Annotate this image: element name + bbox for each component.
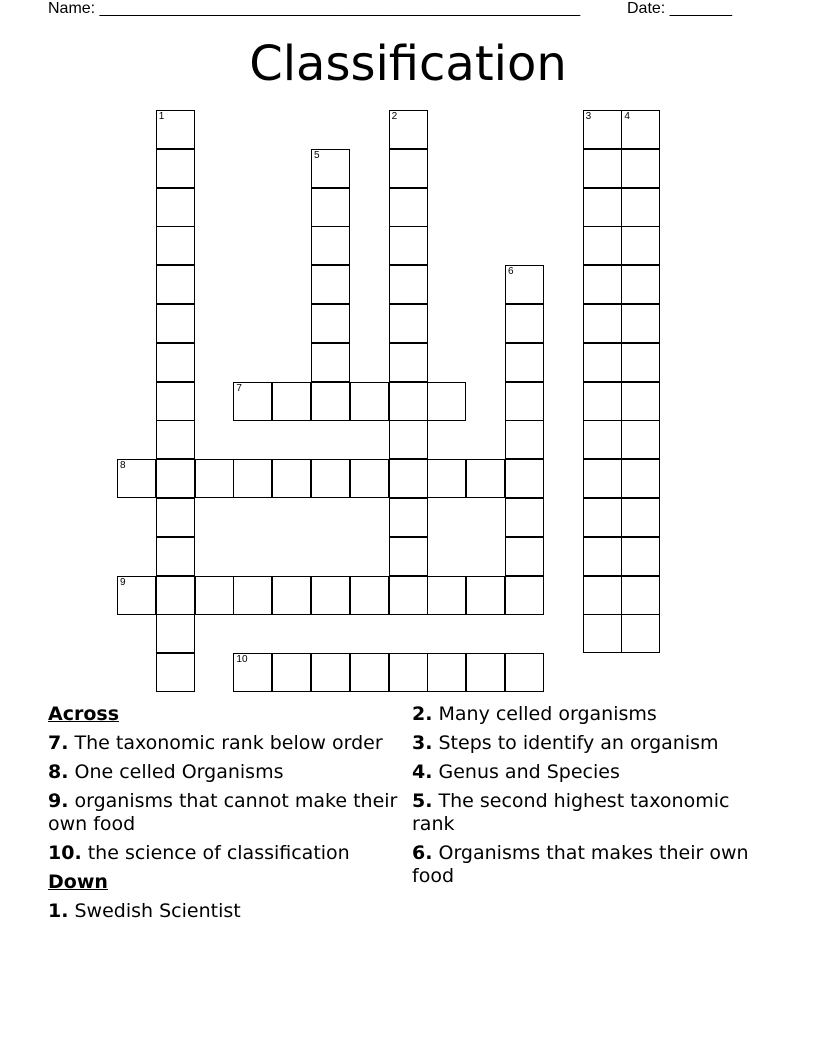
grid-cell[interactable] — [621, 382, 660, 421]
grid-cell[interactable] — [621, 110, 660, 149]
grid-cell[interactable] — [156, 382, 195, 421]
grid-cell[interactable] — [350, 576, 389, 615]
grid-cell[interactable] — [389, 459, 428, 498]
grid-cell[interactable] — [505, 382, 544, 421]
grid-cell[interactable] — [311, 576, 350, 615]
grid-cell[interactable] — [311, 343, 350, 382]
clue-number: 4. — [412, 761, 433, 783]
grid-cell[interactable] — [583, 420, 622, 459]
down-clue — [412, 732, 757, 755]
grid-cell[interactable] — [389, 537, 428, 576]
grid-cell[interactable] — [233, 459, 272, 498]
grid-cell[interactable] — [427, 459, 466, 498]
across-clue — [48, 761, 398, 784]
down-clue — [412, 790, 757, 836]
cell-number: 7 — [236, 382, 242, 394]
grid-cell[interactable] — [621, 188, 660, 227]
clue-number: 3. — [412, 732, 433, 754]
grid-cell[interactable] — [505, 304, 544, 343]
clue-number: 8. — [48, 761, 69, 783]
grid-cell[interactable] — [389, 304, 428, 343]
grid-cell[interactable] — [583, 110, 622, 149]
clue-number: 6. — [412, 842, 433, 864]
grid-cell[interactable] — [311, 265, 350, 304]
grid-cell[interactable] — [583, 537, 622, 576]
clue-text: Many celled organisms — [438, 703, 657, 725]
grid-cell[interactable] — [156, 265, 195, 304]
date-field-label: Date: _______ — [627, 0, 732, 17]
cell-number: 2 — [391, 111, 398, 122]
grid-cell[interactable] — [583, 614, 622, 653]
down-clue — [412, 842, 757, 888]
grid-cell[interactable] — [389, 382, 428, 421]
grid-cell[interactable] — [311, 188, 350, 227]
grid-cell[interactable] — [505, 653, 544, 692]
grid-cell[interactable] — [389, 653, 428, 692]
grid-cell[interactable] — [505, 265, 544, 304]
across-clue — [48, 790, 398, 836]
down-clue — [412, 703, 757, 726]
grid-cell[interactable] — [233, 576, 272, 615]
grid-cell[interactable] — [466, 459, 505, 498]
clue-text: One celled Organisms — [74, 761, 284, 783]
grid-cell[interactable] — [583, 459, 622, 498]
grid-cell[interactable] — [621, 304, 660, 343]
grid-cell[interactable] — [466, 576, 505, 615]
grid-cell[interactable] — [272, 382, 311, 421]
grid-cell[interactable] — [583, 498, 622, 537]
grid-cell[interactable] — [389, 188, 428, 227]
grid-cell[interactable] — [156, 537, 195, 576]
cell-number: 1 — [158, 111, 165, 122]
grid-cell[interactable] — [621, 343, 660, 382]
clue-text: Steps to identify an organism — [438, 732, 719, 754]
grid-cell[interactable] — [350, 653, 389, 692]
grid-cell[interactable] — [427, 576, 466, 615]
grid-cell[interactable] — [156, 110, 195, 149]
grid-cell[interactable] — [389, 343, 428, 382]
grid-cell[interactable] — [195, 576, 234, 615]
grid-cell[interactable] — [505, 420, 544, 459]
grid-cell[interactable] — [427, 653, 466, 692]
across-clue — [48, 732, 398, 755]
grid-cell[interactable] — [466, 653, 505, 692]
grid-cell[interactable] — [311, 226, 350, 265]
page-title: Classification — [249, 36, 567, 92]
clue-text: Swedish Scientist — [74, 900, 241, 922]
clue-text: organisms that cannot make their own food — [48, 790, 398, 835]
grid-cell[interactable] — [311, 459, 350, 498]
grid-cell[interactable] — [350, 459, 389, 498]
grid-cell[interactable] — [156, 653, 195, 692]
grid-cell[interactable] — [505, 537, 544, 576]
down-heading: Down — [48, 871, 108, 893]
across-heading: Across — [48, 703, 120, 725]
clue-text: Organisms that makes their own food — [412, 842, 749, 887]
clue-number: 1. — [48, 900, 69, 922]
grid-cell[interactable] — [272, 576, 311, 615]
grid-cell[interactable] — [583, 188, 622, 227]
grid-cell[interactable] — [505, 343, 544, 382]
grid-cell[interactable] — [389, 110, 428, 149]
grid-cell[interactable] — [621, 537, 660, 576]
cell-number: 5 — [314, 149, 320, 161]
down-clue — [412, 761, 757, 784]
grid-cell[interactable] — [156, 459, 195, 498]
cell-number: 8 — [120, 460, 126, 472]
grid-cell[interactable] — [389, 265, 428, 304]
grid-cell[interactable] — [583, 149, 622, 188]
grid-cell[interactable] — [389, 576, 428, 615]
grid-cell[interactable] — [583, 382, 622, 421]
grid-cell[interactable] — [583, 265, 622, 304]
grid-cell[interactable] — [233, 653, 272, 692]
clue-number: 5. — [412, 790, 433, 812]
grid-cell[interactable] — [389, 420, 428, 459]
grid-cell[interactable] — [117, 459, 156, 498]
grid-cell[interactable] — [621, 420, 660, 459]
grid-cell[interactable] — [156, 576, 195, 615]
grid-cell[interactable] — [156, 226, 195, 265]
clue-text: The second highest taxonomic rank — [412, 790, 730, 835]
cell-number: 9 — [120, 576, 126, 588]
grid-cell[interactable] — [156, 149, 195, 188]
clue-text: Genus and Species — [438, 761, 620, 783]
grid-cell[interactable] — [505, 576, 544, 615]
grid-cell[interactable] — [583, 343, 622, 382]
down-clue — [48, 900, 398, 923]
grid-cell[interactable] — [233, 382, 272, 421]
grid-cell[interactable] — [621, 576, 660, 615]
grid-cell[interactable] — [621, 226, 660, 265]
across-clue — [48, 842, 398, 865]
grid-cell[interactable] — [272, 459, 311, 498]
grid-cell[interactable] — [156, 343, 195, 382]
grid-cell[interactable] — [117, 576, 156, 615]
grid-cell[interactable] — [156, 420, 195, 459]
grid-cell[interactable] — [350, 382, 389, 421]
grid-cell[interactable] — [621, 149, 660, 188]
grid-cell[interactable] — [505, 459, 544, 498]
grid-cell[interactable] — [583, 226, 622, 265]
grid-cell[interactable] — [311, 304, 350, 343]
clues-right-column — [412, 703, 757, 894]
grid-cell[interactable] — [583, 576, 622, 615]
grid-cell[interactable] — [389, 498, 428, 537]
grid-cell[interactable] — [621, 265, 660, 304]
clue-number: 2. — [412, 703, 433, 725]
grid-cell[interactable] — [195, 459, 234, 498]
grid-cell[interactable] — [583, 304, 622, 343]
grid-cell[interactable] — [311, 382, 350, 421]
grid-cell[interactable] — [389, 149, 428, 188]
grid-cell[interactable] — [156, 188, 195, 227]
clues-left-column — [48, 703, 398, 929]
cell-number: 4 — [624, 111, 630, 122]
grid-cell[interactable] — [427, 382, 466, 421]
clue-text: The taxonomic rank below order — [74, 732, 383, 754]
cell-number: 10 — [236, 654, 248, 666]
name-field-label: Name: ______________________________________________________ — [48, 0, 581, 17]
grid-cell[interactable] — [272, 653, 311, 692]
clue-number: 7. — [48, 732, 69, 754]
cell-number: 3 — [585, 111, 592, 122]
grid-cell[interactable] — [505, 498, 544, 537]
grid-cell[interactable] — [311, 653, 350, 692]
grid-cell[interactable] — [621, 498, 660, 537]
grid-cell[interactable] — [156, 498, 195, 537]
grid-cell[interactable] — [389, 226, 428, 265]
clue-number: 9. — [48, 790, 69, 812]
grid-cell[interactable] — [156, 614, 195, 653]
grid-cell[interactable] — [156, 304, 195, 343]
grid-cell[interactable] — [621, 459, 660, 498]
grid-cell[interactable] — [311, 149, 350, 188]
cell-number: 6 — [508, 266, 514, 278]
clue-text: the science of classification — [87, 842, 350, 864]
grid-cell[interactable] — [621, 614, 660, 653]
clue-number: 10. — [48, 842, 82, 864]
